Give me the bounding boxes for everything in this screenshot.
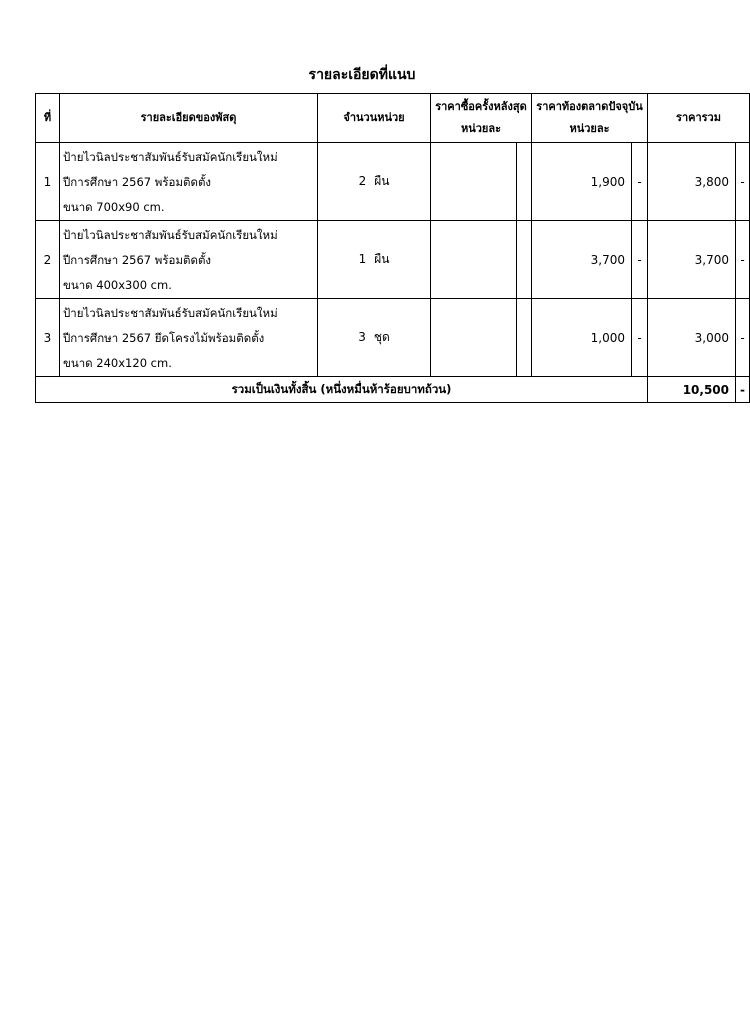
row-number: 1 — [36, 143, 60, 221]
table-row — [36, 221, 750, 299]
grand-total-fraction: - — [736, 377, 750, 403]
description-line: ขนาด 700x90 cm. — [63, 200, 165, 214]
last-price — [431, 299, 517, 377]
table-row — [36, 143, 750, 221]
row-total: 3,700 — [648, 221, 736, 299]
description-line: ป้ายไวนิลประชาสัมพันธ์รับสมัคนักเรียนใหม่ — [63, 306, 278, 320]
row-total-fraction: - — [736, 143, 750, 221]
item-description — [60, 221, 318, 299]
table-row — [36, 299, 750, 377]
description-line: ขนาด 240x120 cm. — [63, 356, 172, 370]
item-description — [60, 143, 318, 221]
items-table — [35, 93, 750, 403]
quantity-value: 3 — [358, 330, 366, 344]
description-line: ปีการศึกษา 2567 พร้อมติดตั้ง — [63, 175, 212, 189]
market-price-fraction: - — [632, 299, 648, 377]
description-line: ป้ายไวนิลประชาสัมพันธ์รับสมัคนักเรียนใหม่ — [63, 228, 278, 242]
grand-total-label: รวมเป็นเงินทั้งสิ้น (หนึ่งหมื่นห้าร้อยบาทถ้วน) — [36, 377, 648, 403]
market-price: 3,700 — [532, 221, 632, 299]
item-quantity — [318, 143, 431, 221]
market-price-fraction: - — [632, 143, 648, 221]
row-total-fraction: - — [736, 221, 750, 299]
last-price-fraction — [517, 143, 532, 221]
grand-total-row — [36, 377, 750, 403]
header-description: รายละเอียดของพัสดุ — [60, 94, 318, 143]
quantity-unit: ชุด — [373, 330, 390, 344]
market-price-fraction: - — [632, 221, 648, 299]
description-line: ปีการศึกษา 2567 พร้อมติดตั้ง — [63, 253, 212, 267]
market-price: 1,900 — [532, 143, 632, 221]
description-line: ป้ายไวนิลประชาสัมพันธ์รับสมัคนักเรียนใหม่ — [63, 150, 278, 164]
last-price-fraction — [517, 221, 532, 299]
header-row — [36, 94, 750, 143]
item-quantity — [318, 221, 431, 299]
quantity-unit: ผืน — [374, 174, 390, 188]
description-line: ขนาด 400x300 cm. — [63, 278, 172, 292]
row-total-fraction: - — [736, 299, 750, 377]
description-line: ปีการศึกษา 2567 ยึดโครงไม้พร้อมติดตั้ง — [63, 331, 265, 345]
header-market-price: ราคาท้องตลาดปัจจุบันหน่วยละ — [532, 94, 648, 143]
last-price — [431, 221, 517, 299]
header-quantity: จำนวนหน่วย — [318, 94, 431, 143]
item-quantity — [318, 299, 431, 377]
document-title: รายละเอียดที่แนบ — [308, 67, 416, 83]
grand-total-amount: 10,500 — [648, 377, 736, 403]
quantity-value: 1 — [358, 252, 367, 266]
market-price: 1,000 — [532, 299, 632, 377]
header-last-price: ราคาซื้อครั้งหลังสุดหน่วยละ — [431, 94, 532, 143]
row-total: 3,000 — [648, 299, 736, 377]
last-price — [431, 143, 517, 221]
header-total: ราคารวม — [648, 94, 750, 143]
quantity-unit: ผืน — [374, 252, 390, 266]
row-number: 3 — [36, 299, 60, 377]
last-price-fraction — [517, 299, 532, 377]
quantity-value: 2 — [358, 174, 367, 188]
header-no: ที่ — [36, 94, 60, 143]
row-total: 3,800 — [648, 143, 736, 221]
item-description — [60, 299, 318, 377]
row-number: 2 — [36, 221, 60, 299]
